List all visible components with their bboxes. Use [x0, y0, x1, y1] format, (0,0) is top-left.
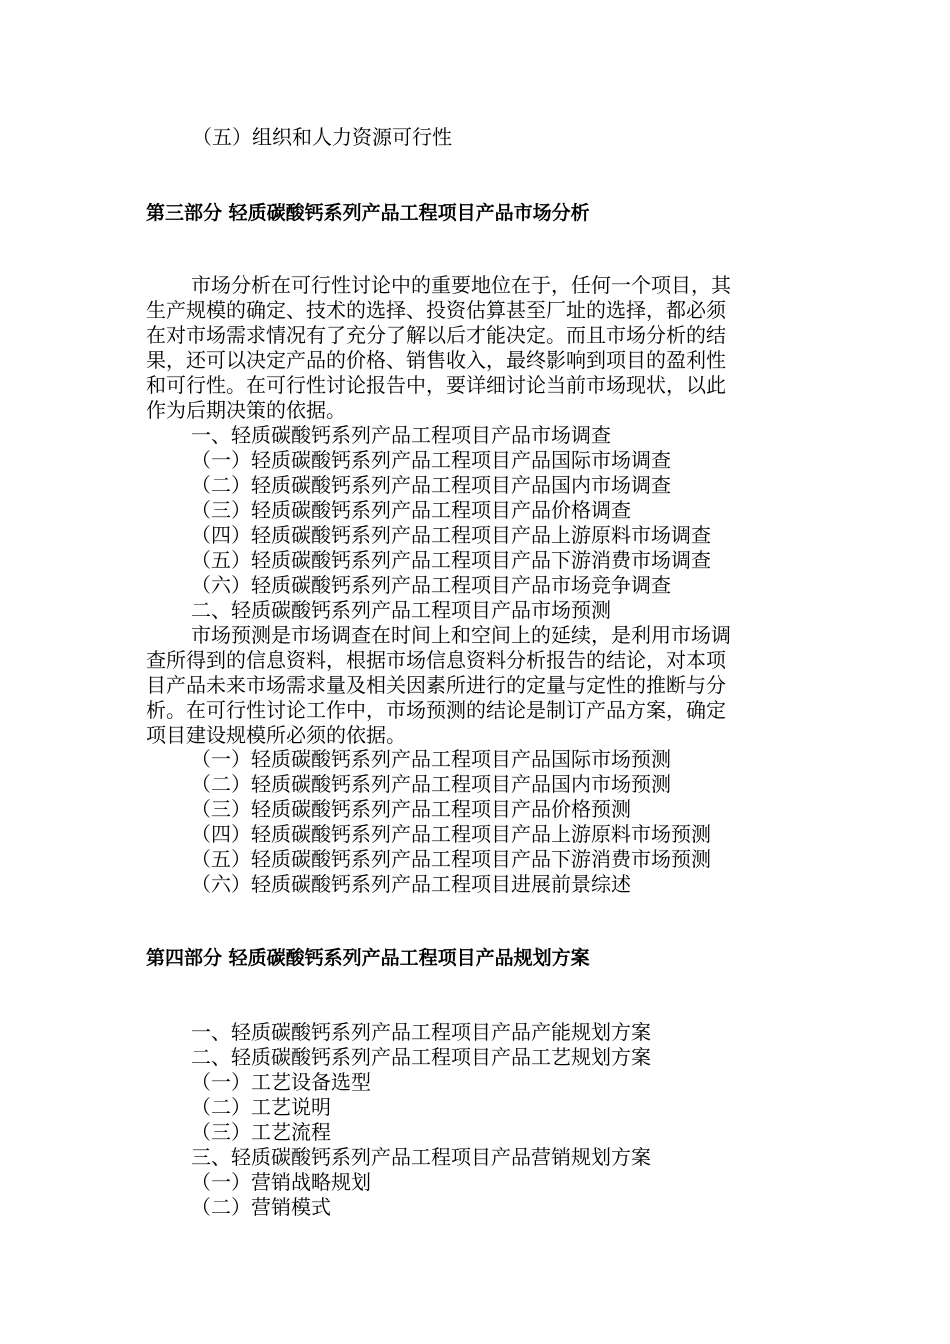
- list-item: （二）工艺说明: [191, 1095, 331, 1119]
- paragraph-line: 果，还可以决定产品的价格、销售收入，最终影响到项目的盈利性: [146, 348, 726, 372]
- paragraph-line: 市场分析在可行性讨论中的重要地位在于，任何一个项目，其: [191, 273, 731, 297]
- paragraph-line: 生产规模的确定、技术的选择、投资估算甚至厂址的选择，都必须: [146, 298, 726, 322]
- paragraph-line: 目产品未来市场需求量及相关因素所进行的定量与定性的推断与分: [146, 673, 726, 697]
- section-heading: 二、轻质碳酸钙系列产品工程项目产品市场预测: [191, 598, 611, 622]
- list-item: （二）轻质碳酸钙系列产品工程项目产品国内市场调查: [191, 473, 671, 497]
- section-heading: 一、轻质碳酸钙系列产品工程项目产品产能规划方案: [191, 1020, 651, 1044]
- list-item: （三）工艺流程: [191, 1120, 331, 1144]
- paragraph-line: 析。在可行性讨论工作中，市场预测的结论是制订产品方案，确定: [146, 698, 726, 722]
- list-item: （一）工艺设备选型: [191, 1070, 371, 1094]
- list-item: （二）轻质碳酸钙系列产品工程项目产品国内市场预测: [191, 772, 671, 796]
- paragraph-line: 作为后期决策的依据。: [146, 398, 346, 422]
- paragraph-line: 和可行性。在可行性讨论报告中，要详细讨论当前市场现状，以此: [146, 373, 726, 397]
- list-item: （六）轻质碳酸钙系列产品工程项目进展前景综述: [191, 872, 631, 896]
- part3-heading: 第三部分 轻质碳酸钙系列产品工程项目产品市场分析: [146, 202, 590, 224]
- list-item: （一）轻质碳酸钙系列产品工程项目产品国际市场调查: [191, 448, 671, 472]
- part4-heading: 第四部分 轻质碳酸钙系列产品工程项目产品规划方案: [146, 947, 590, 969]
- list-item: （二）营销模式: [191, 1195, 331, 1219]
- list-item: （四）轻质碳酸钙系列产品工程项目产品上游原料市场预测: [191, 822, 711, 846]
- paragraph-line: 市场预测是市场调查在时间上和空间上的延续，是利用市场调: [191, 623, 731, 647]
- list-item: （三）轻质碳酸钙系列产品工程项目产品价格预测: [191, 797, 631, 821]
- paragraph-line: 项目建设规模所必须的依据。: [146, 723, 406, 747]
- list-item: （四）轻质碳酸钙系列产品工程项目产品上游原料市场调查: [191, 523, 711, 547]
- list-item: （六）轻质碳酸钙系列产品工程项目产品市场竞争调查: [191, 573, 671, 597]
- list-item: （一）轻质碳酸钙系列产品工程项目产品国际市场预测: [191, 747, 671, 771]
- list-item: （一）营销战略规划: [191, 1170, 371, 1194]
- section-heading: 一、轻质碳酸钙系列产品工程项目产品市场调查: [191, 423, 611, 447]
- list-item: （五）轻质碳酸钙系列产品工程项目产品下游消费市场调查: [191, 548, 711, 572]
- paragraph-line: 在对市场需求情况有了充分了解以后才能决定。而且市场分析的结: [146, 323, 726, 347]
- list-item: （三）轻质碳酸钙系列产品工程项目产品价格调查: [191, 498, 631, 522]
- list-item: （五）轻质碳酸钙系列产品工程项目产品下游消费市场预测: [191, 847, 711, 871]
- paragraph-line: 查所得到的信息资料，根据市场信息资料分析报告的结论，对本项: [146, 648, 726, 672]
- section-item: （五）组织和人力资源可行性: [192, 125, 452, 149]
- section-heading: 三、轻质碳酸钙系列产品工程项目产品营销规划方案: [191, 1145, 651, 1169]
- section-heading: 二、轻质碳酸钙系列产品工程项目产品工艺规划方案: [191, 1045, 651, 1069]
